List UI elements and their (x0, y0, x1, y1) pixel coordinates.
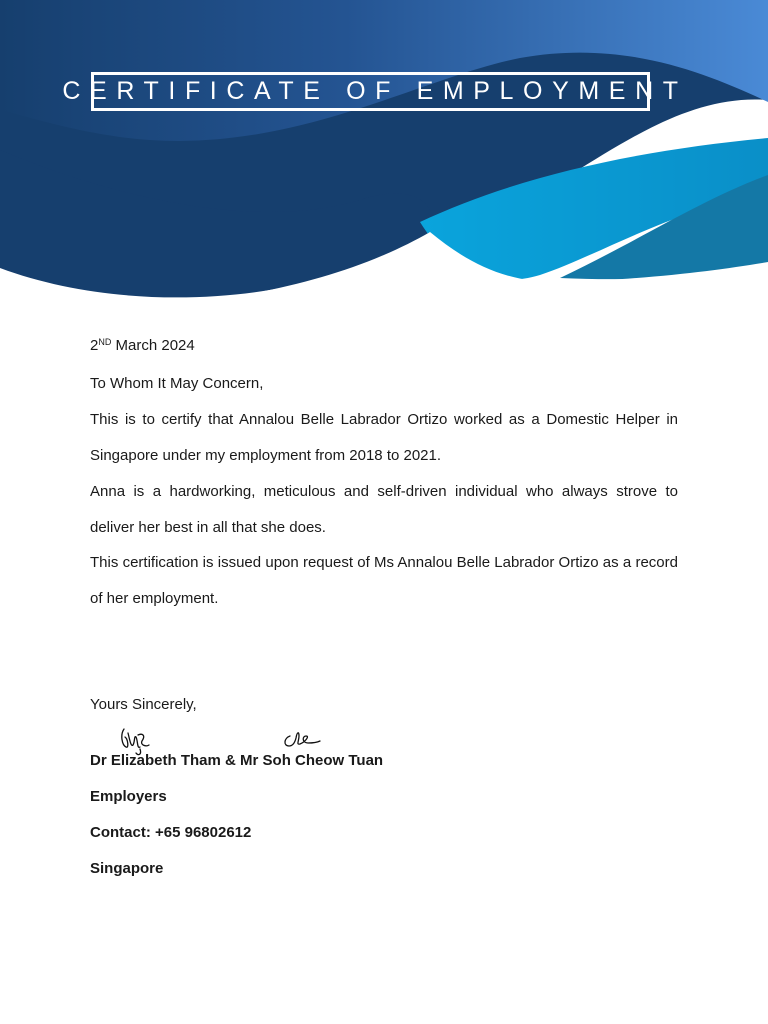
signatory-names: Dr Elizabeth Tham & Mr Soh Cheow Tuan (90, 752, 384, 769)
country: Singapore (90, 860, 164, 877)
paragraph-employment: This is to certify that Annalou Belle Labrador Ortizo worked as a Domestic Helper in Singapore under my employment from 2018 to 2021. (90, 411, 678, 464)
paragraph-purpose: This certification is issued upon request of Ms Annalou Belle Labrador Ortizo as a record of her employment. (90, 554, 678, 607)
letter-date (90, 330, 195, 358)
date-month-year: March 2024 (111, 337, 195, 354)
signature-soh-cheow-tuan (280, 728, 322, 750)
closing: Yours Sincerely, (90, 696, 197, 713)
salutation: To Whom It May Concern, (90, 375, 264, 392)
contact-number: Contact: +65 96802612 (90, 824, 252, 841)
date-suffix: ND (98, 337, 112, 347)
header-wave-graphic (0, 0, 768, 320)
certificate-title: CERTIFICATE OF EMPLOYMENT (62, 77, 688, 105)
paragraph-character: Anna is a hardworking, meticulous and self-driven individual who always strove to deliver her best in all that she does. (90, 483, 678, 536)
signatory-role: Employers (90, 788, 167, 805)
date-day: 2 (90, 337, 99, 354)
certificate-title-frame (62, 72, 688, 111)
